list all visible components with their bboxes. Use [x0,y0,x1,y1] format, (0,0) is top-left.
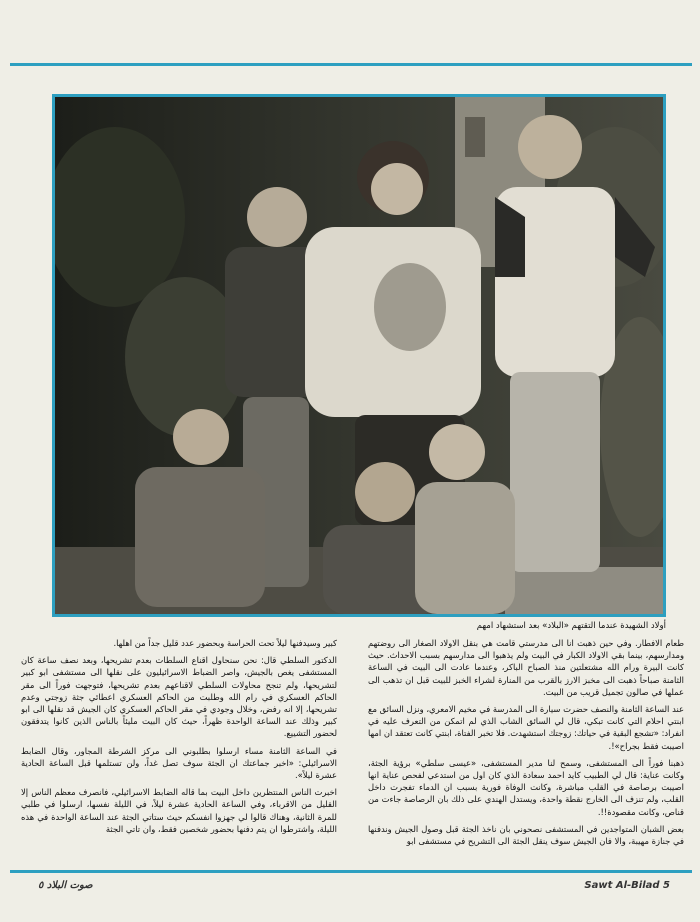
top-rule [10,63,692,66]
children-photo-illustration [55,97,663,614]
paragraph: طعام الافطار. وفي حين ذهبت انا الى مدرستي قامت هي بنقل الاولاد الصغار الى روضتهم ومدارسهم، بينما بقي الاولاد الكبار في البيت ولم يذهبوا الى مدارسهم بسبب الاحداث. حيث كانت البيرة ورام الله مشتعلتين منذ الصباح الباكر، وعندما عادت الى البيت في الساعة الثامنة صباحاً ذهبت الى مخبز الارز بالقرب من المنارة لشراء الخبز للبيت قبل ان تذهب الى عملها في صالون تجميل قريب من البيت. [368,638,684,697]
photo-caption: أولاد الشهيدة عندما التقتهم «البلاد» بعد استشهاد امهم [476,621,666,631]
footer-arabic-title: صوت البلاد ٥ [38,880,93,891]
article-photo [52,94,666,617]
paragraph: الدكتور السلطي قال: نحن سنحاول اقناع السلطات بعدم تشريحها، وبعد نصف ساعة كان المستشفى يغص بالجيش، واصر الضباط الاسرائيليون على نقلها الى مستشفى ابو كبير لتشريحها، ولم تنجح محاولات السلطي لاقناعهم بعدم تشريحها، فتوجهت فوراً الى مقر الحاكم العسكري في رام الله وطلبت من الحاكم العسكري اعطائي جثة زوجتي وعدم تشريحها، إلا انه رفض، وخلال وجودي في مقر الحاكم العسكري كان الجيش قد نقلها الى ابو كبير وذلك عند الساعة الواحدة ظهراً، حيث كان البيت مليئاً بالناس الذين كانوا يتدفقون لحضور التشييع. [21,655,337,739]
paragraph: اخبرت الناس المنتظرين داخل البيت بما قاله الضابط الاسرائيلي، فانصرف معظم الناس إلا القليل من الاقرباء، وفي الساعة الحادية عشرة ليلاً، في الليلة نفسها، ارسلوا في طلبي للمرة الثانية، وهناك قالوا لي جهزوا انفسكم حيث ستاتي الجثة عند الساعة الواحدة في هذه الليلة، واشترطوا ان يتم دفنها بحضور شخصين فقط، وان تاتي الجثة [21,787,337,834]
paragraph: ذهبنا فوراً الى المستشفى، وسمح لنا مدير المستشفى، «عيسى سلطي» برؤية الجثة، وكانت عناية: قال لي الطبيب كايد احمد سعادة الذي كان اول من استدعي لفحص عناية انها اصيبت برصاصة في القلب مباشرة، وكانت الوفاة فورية بسبب ان الدماء تفجرت داخل القلب، ولم تنزف الى الخارج نقطة واحدة، ويستدل الهندي على ذلك بان الرصاصة جاءت من قناص، وكانت مقصودة!!. [368,757,684,817]
footer-english-title: Sawt Al-Bilad 5 [584,880,670,891]
paragraph: كبير وسيدفنها ليلاً تحت الحراسة وبحضور عدد قليل جداً من اهلها. [113,638,337,648]
paragraph: عند الساعة الثامنة والنصف حضرت سيارة الى المدرسة في مخيم الامعري، ونزل السائق مع ابنتي احلام التي كانت تبكي، قال لي السائق الشاب الذي لم اتمكن من التعرف عليه في انفراد: «تشجع البقية في حياتك: زوجتك استشهدت. فلا تخبر الفتاة، ابنتي كانت تعتقد ان امها اصيبت فقط بجراح»!. [368,704,684,751]
paragraph: في الساعة الثامنة مساء ارسلوا بطلبوني الى مركز الشرطة المجاور، وقال الضابط الاسرائيلي: «اخبر جماعتك ان الجثة سوف تصل غداً، ولن تستلمها قبل الساعة الحادية عشرة ليلاً». [21,745,337,781]
article-column-right [368,637,684,865]
bottom-rule [10,870,692,873]
article-column-left [21,637,337,865]
paragraph: بعض الشبان المتواجدين في المستشفى نصحوني بان ناخذ الجثة قبل وصول الجيش وندفنها في جنازة مهيبة، والا فان الجيش سوف ينقل الجثة الى التشريح في مستشفى ابو [368,823,684,847]
